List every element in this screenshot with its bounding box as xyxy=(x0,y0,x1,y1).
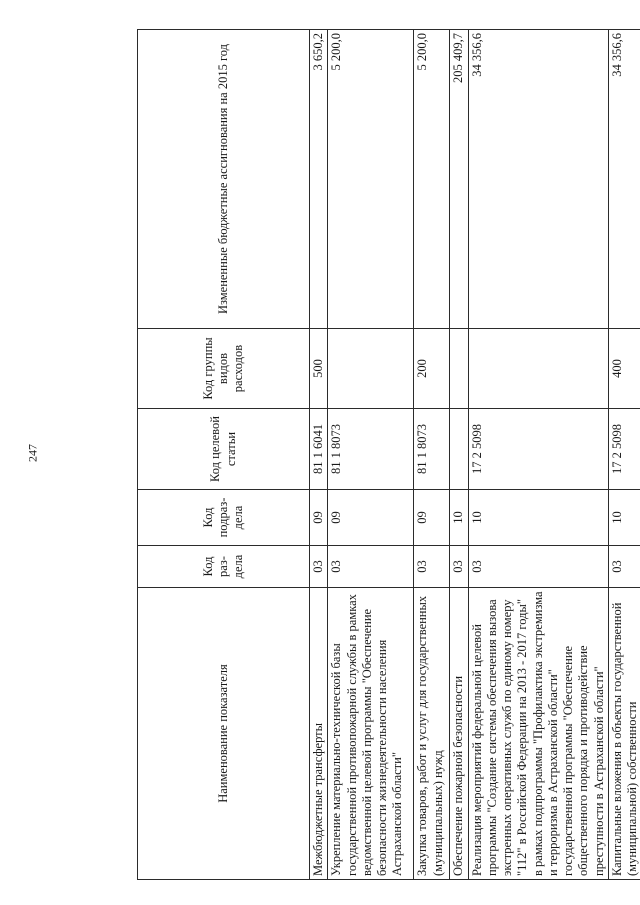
row-section: 03 xyxy=(468,546,608,588)
row-target: 81 1 6041 xyxy=(310,409,328,490)
row-target: 17 2 5098 xyxy=(608,409,640,490)
row-name: Капитальные вложения в объекты государственной (муниципальной) собственности xyxy=(608,588,640,880)
row-target: 81 1 8073 xyxy=(328,409,414,490)
row-expense-group: 200 xyxy=(414,329,450,409)
row-section: 03 xyxy=(608,546,640,588)
row-target: 81 1 8073 xyxy=(414,409,450,490)
table-row xyxy=(328,30,414,880)
row-section: 03 xyxy=(414,546,450,588)
table-row xyxy=(310,30,328,880)
row-name: Реализация мероприятий федеральной целевой программы "Создание системы обеспечения вызова экстренных оперативных служб по единому номеру "112" в Российской Федерации на 2013 - 2017 годы" в рамках подпрограммы "Профилактика экстремизма и терроризма в Астраханской области" государственной программы "Обеспечение общественного порядка и противодействие преступности в Астраханской области" xyxy=(468,588,608,880)
row-subsection: 10 xyxy=(468,490,608,546)
row-section: 03 xyxy=(310,546,328,588)
row-expense-group xyxy=(328,329,414,409)
table-header-row xyxy=(138,30,310,880)
row-subsection: 10 xyxy=(450,490,468,546)
budget-table xyxy=(137,29,640,880)
row-expense-group xyxy=(450,329,468,409)
table-row xyxy=(450,30,468,880)
row-name: Закупка товаров, работ и услуг для государственных (муниципальных) нужд xyxy=(414,588,450,880)
row-amount: 205 409,7 xyxy=(450,30,468,329)
header-name: Наименование показателя xyxy=(138,588,310,880)
row-name: Межбюджетные трансферты xyxy=(310,588,328,880)
row-amount: 5 200,0 xyxy=(328,30,414,329)
page-number: 247 xyxy=(25,444,40,462)
row-name: Укрепление материально-технической базы государственной противопожарной службы в рамках ведомственной целевой программы "Обеспечение безопасности жизнедеятельности населения Астраханской области" xyxy=(328,588,414,880)
row-amount: 3 650,2 xyxy=(310,30,328,329)
budget-table-rotated xyxy=(137,30,639,880)
row-amount: 5 200,0 xyxy=(414,30,450,329)
table-row xyxy=(608,30,640,880)
row-expense-group: 500 xyxy=(310,329,328,409)
header-subsection: Код подраз-дела xyxy=(138,490,310,546)
header-expense-group: Код группы видов расходов xyxy=(138,329,310,409)
row-amount: 34 356,6 xyxy=(608,30,640,329)
row-subsection: 10 xyxy=(608,490,640,546)
row-expense-group xyxy=(468,329,608,409)
row-section: 03 xyxy=(328,546,414,588)
header-target: Код целевой статьи xyxy=(138,409,310,490)
table-row xyxy=(468,30,608,880)
row-subsection: 09 xyxy=(414,490,450,546)
row-section: 03 xyxy=(450,546,468,588)
row-target: 17 2 5098 xyxy=(468,409,608,490)
header-section: Код раз-дела xyxy=(138,546,310,588)
row-target xyxy=(450,409,468,490)
row-subsection: 09 xyxy=(310,490,328,546)
row-name: Обеспечение пожарной безопасности xyxy=(450,588,468,880)
header-amount: Измененные бюджетные ассигнования на 2015 год xyxy=(138,30,310,329)
row-expense-group: 400 xyxy=(608,329,640,409)
row-subsection: 09 xyxy=(328,490,414,546)
table-row xyxy=(414,30,450,880)
row-amount: 34 356,6 xyxy=(468,30,608,329)
